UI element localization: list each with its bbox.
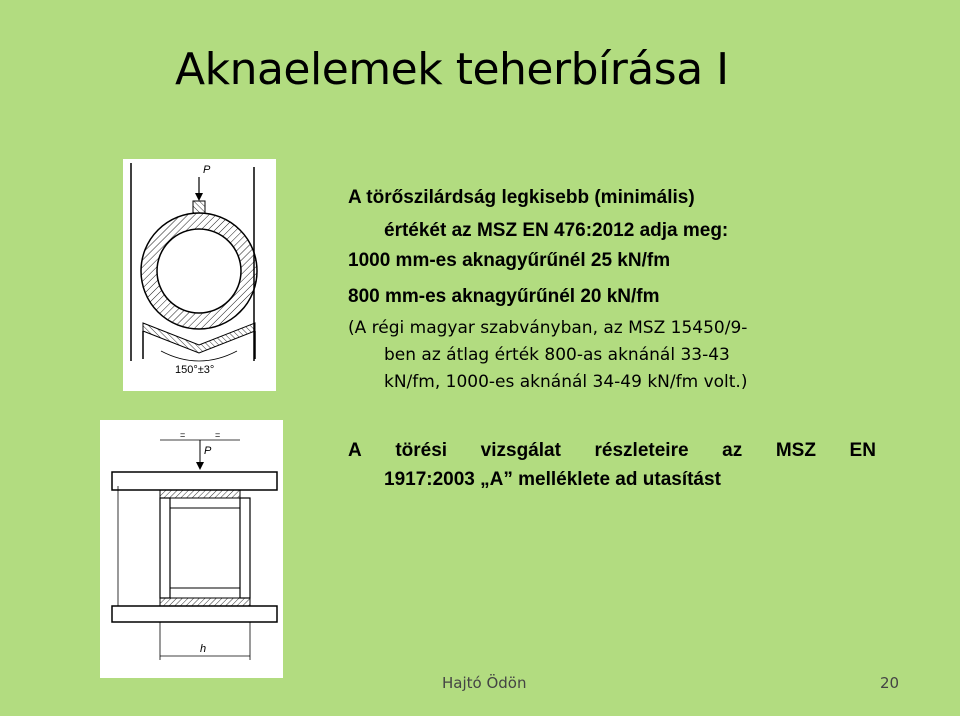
load-label-2: P — [204, 445, 212, 457]
ring-side-view-figure — [100, 420, 283, 678]
mark-right: = — [215, 430, 221, 440]
angle-label: 150°±3° — [175, 364, 215, 376]
height-label: h — [200, 643, 207, 655]
footer-author: Hajtó Ödön — [442, 674, 527, 692]
paragraph-1000mm: 1000 mm-es aknagyűrűnél 25 kN/fm — [348, 250, 671, 271]
p5-word: vizsgálat — [480, 440, 561, 461]
p5-line1 — [348, 436, 876, 465]
p1-line1: A törőszilárdság legkisebb (minimális) — [348, 187, 695, 208]
p4-line3: kN/fm, 1000-es aknánál 34-49 kN/fm volt.) — [384, 372, 748, 392]
ring-crush-test-figure — [123, 159, 276, 391]
p5-word: MSZ — [775, 440, 816, 461]
p5-word: EN — [849, 440, 876, 461]
paragraph-min-strength — [348, 181, 888, 247]
slide-title: Aknaelemek teherbírása I — [175, 44, 729, 95]
p5-word: A — [348, 440, 362, 461]
load-label: P — [203, 164, 211, 176]
paragraph-old-standard — [348, 315, 868, 396]
paragraph-800mm: 800 mm-es aknagyűrűnél 20 kN/fm — [348, 286, 660, 307]
mark-left: = — [180, 430, 186, 440]
page-number: 20 — [880, 674, 900, 692]
p4-line2: ben az átlag érték 800-as aknánál 33-43 — [384, 345, 730, 365]
paragraph-test-details — [348, 436, 876, 494]
p1-line2: értékét az MSZ EN 476:2012 adja meg: — [384, 220, 729, 241]
p5-line2: 1917:2003 „A” melléklete ad utasítást — [384, 469, 721, 490]
p5-word: az — [722, 440, 743, 461]
p4-line1: (A régi magyar szabványban, az MSZ 15450/9- — [348, 318, 748, 338]
p5-word: törési — [395, 440, 448, 461]
p5-word: részleteire — [594, 440, 689, 461]
